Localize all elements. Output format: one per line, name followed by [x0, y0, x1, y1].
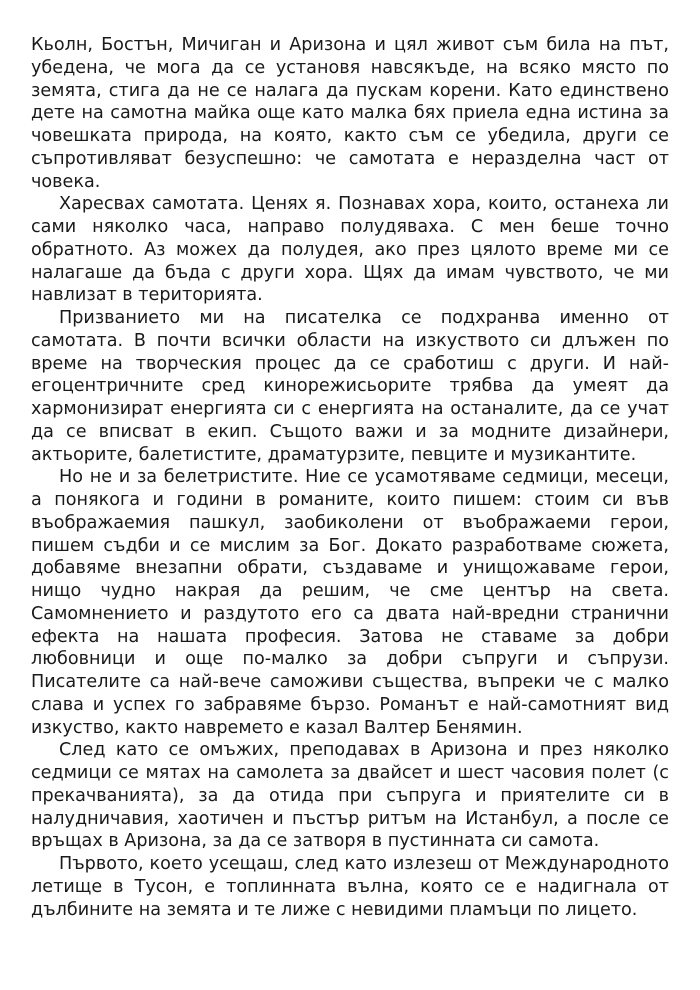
document-page [31, 34, 669, 921]
paragraph-2: Харесвах самотата. Ценях я. Познавах хора, които, останеха ли сами няколко часа, направо полудяваха. С мен беше точно обратното. Аз можех да полудея, ако през цялото време ми се налагаше да бъда с други хора. Щях да имам чувството, че ми навлизат в територията. [31, 194, 669, 306]
paragraph-5: След като се омъжих, преподавах в Аризона и през няколко седмици се мятах на самолета за двайсет и шест часовия полет (с прекачванията), за да отида при съпруга и приятелите си в налудничавия, хаотичен и пъстър ритъм на Истанбул, а после се връщах в Аризона, за да се затворя в пустинната си самота. [31, 740, 669, 852]
paragraph-4: Но не и за белетристите. Ние се усамотяваме седмици, месеци, а понякога и години в романите, които пишем: стоим си във въображаемия пашкул, заобиколени от въображаеми герои, пишем съдби и се мислим за Бог. Докато разработваме сюжета, добавяме внезапни обрати, създаваме и унищожаваме герои, нищо чудно накрая да решим, че сме център на света. Самомнението и раздутото его са двата най-вредни странични ефекта на нашата професия. Затова не ставаме за добри любовници и още по-малко за добри съпруги и съпрузи. Писателите са най-вече саможиви същества, въпреки че с малко слава и успех го забравяме бързо. Романът е най-самотният вид изкуство, както навремето е казал Валтер Бенямин. [31, 467, 669, 738]
paragraph-3: Призванието ми на писателка се подхранва именно от самотата. В почти всички области на изкуството си длъжен по време на творческия процес да се сработиш с други. И най-егоцентричните сред кинорежисьорите трябва да умеят да хармонизират енергията си с енергията на останалите, да се учат да се вписват в екип. Същото важи и за модните дизайнери, актьорите, балетистите, драматурзите, певците и музикантите. [31, 308, 669, 465]
paragraph-1: Кьолн, Бостън, Мичиган и Аризона и цял живот съм била на път, убедена, че мога да се установя навсякъде, на всяко място по земята, стига да не се налага да пускам корени. Като единствено дете на самотна майка още като малка бях приела една истина за човешката природа, на която, както съм се убедила, други се съпротивляват безуспешно: че самотата е неразделна част от човека. [31, 35, 669, 192]
paragraph-6: Първото, което усещаш, след като излезеш от Международното летище в Тусон, е топлинната вълна, която се е надигнала от дълбините на земята и те лиже с невидими пламъци по лицето. [31, 854, 669, 920]
